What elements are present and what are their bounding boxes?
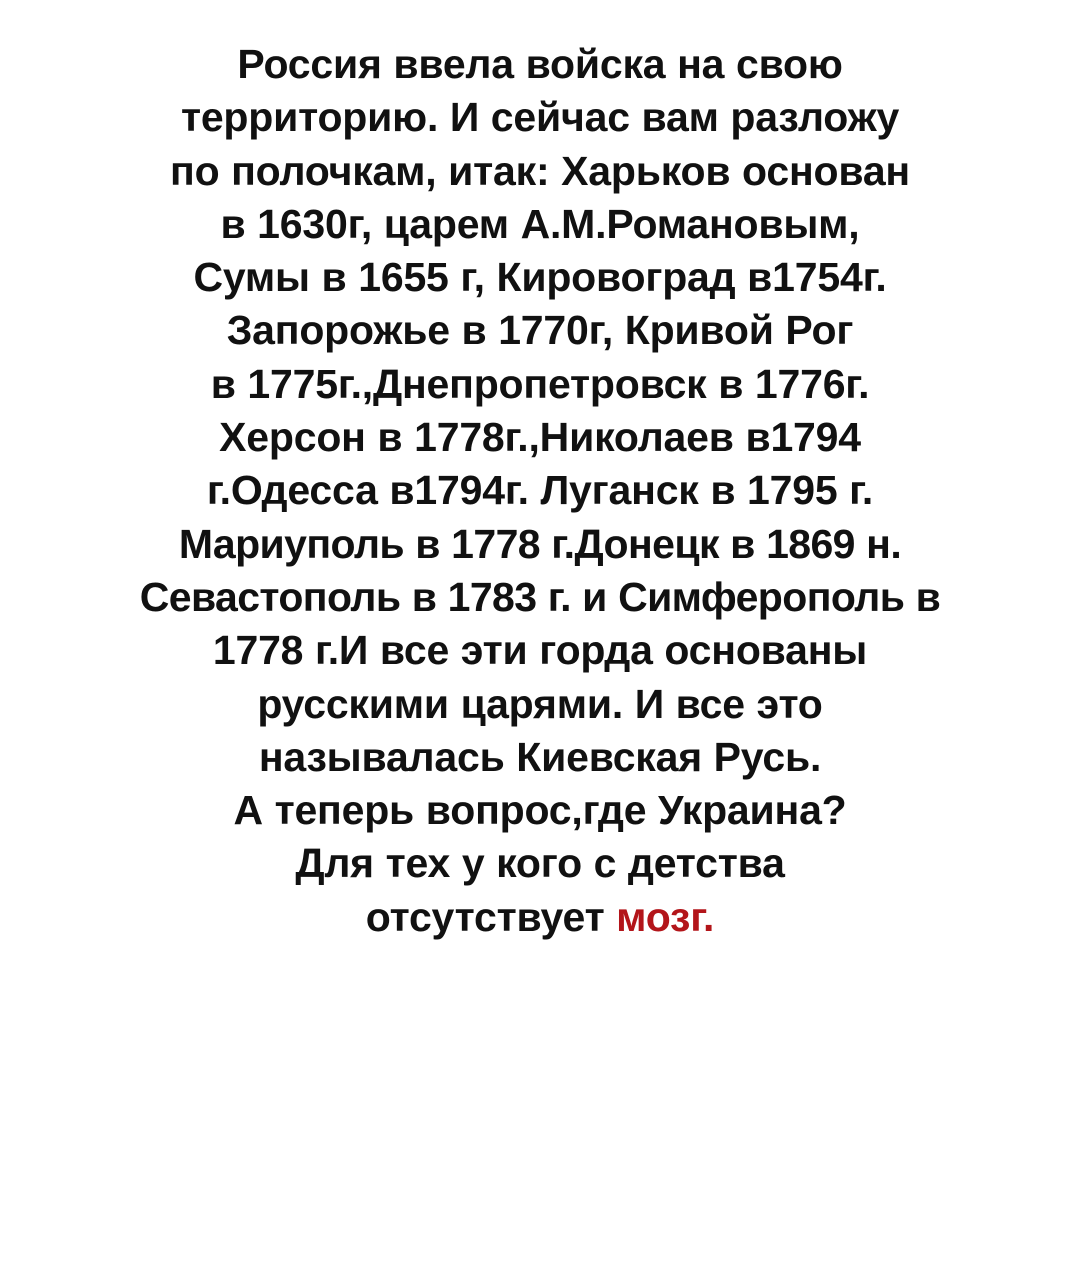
poster-line: Сумы в 1655 г, Кировоград в1754г. xyxy=(193,254,887,301)
poster-line: Херсон в 1778г.,Николаев в1794 xyxy=(219,414,861,461)
poster-line: Россия ввела войска на свою xyxy=(237,41,843,87)
poster-line: г.Одесса в1794г. Луганск в 1795 г. xyxy=(206,467,874,514)
poster-line: Для тех у кого с детства xyxy=(295,840,785,887)
poster-line: в 1630г, царем А.М.Романовым, xyxy=(220,200,860,247)
poster-final-line-prefix: отсутствует xyxy=(365,893,617,940)
poster-line: Мариуполь в 1778 г.Донецк в 1869 н. xyxy=(178,520,902,567)
poster-final-line xyxy=(46,891,1034,944)
poster-line: в 1775г.,Днепропетровск в 1776г. xyxy=(210,360,870,407)
poster-line: русскими царями. И все это xyxy=(257,680,823,727)
poster-line: называлась Киевская Русь. xyxy=(258,733,822,780)
poster-accent-word: мозг. xyxy=(616,893,715,940)
poster-line: Севастополь в 1783 г. и Симферополь в xyxy=(139,573,941,620)
poster-line: А теперь вопрос,где Украина? xyxy=(233,787,847,834)
poster-line: по полочкам, итак: Харьков основан xyxy=(170,147,910,194)
poster-text-block xyxy=(46,38,1034,944)
poster-line: 1778 г.И все эти горда основаны xyxy=(212,627,868,674)
poster-line: Запорожье в 1770г, Кривой Рог xyxy=(226,307,854,354)
poster-line: территорию. И сейчас вам разложу xyxy=(180,94,900,141)
